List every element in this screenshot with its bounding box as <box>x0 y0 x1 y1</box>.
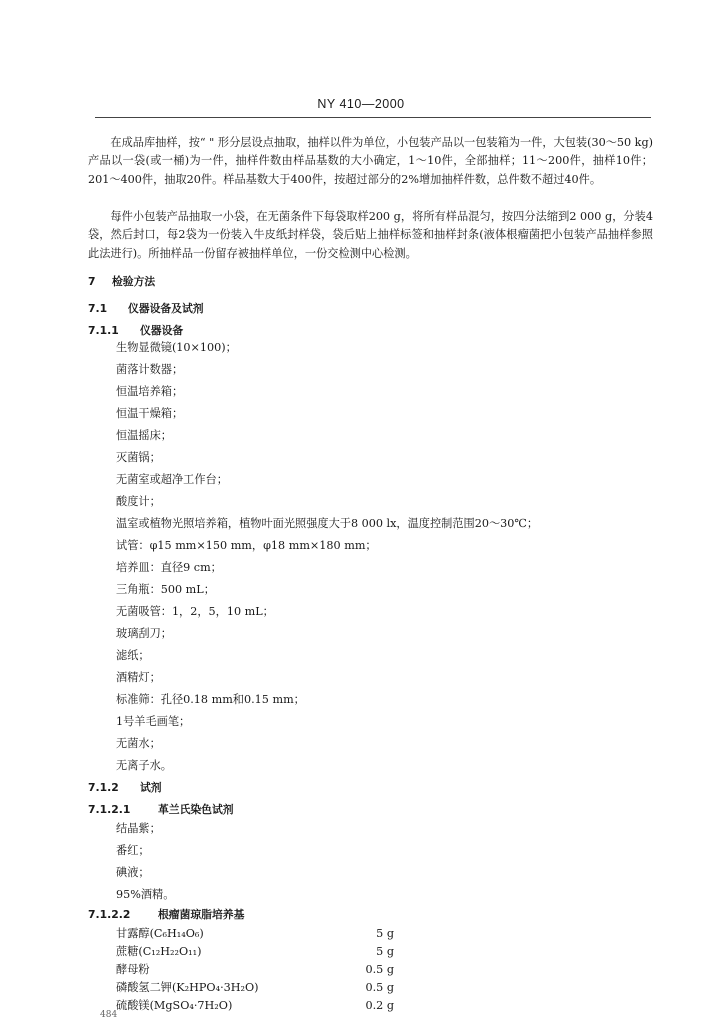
section-7-1-title: 仪器设备及试剂 <box>128 302 204 315</box>
medium-component: 蔗糖(C₁₂H₂₂O₁₁) <box>116 945 202 958</box>
gram-reagent-item: 结晶紫； <box>116 822 161 835</box>
section-7-1-2-2-title: 根瘤菌琼脂培养基 <box>158 908 245 921</box>
section-7-title: 检验方法 <box>112 275 156 288</box>
section-7-1-2-title: 试剂 <box>140 781 162 794</box>
section-7-number: 7 <box>88 275 96 288</box>
medium-quantity: 5 g <box>376 945 394 958</box>
equipment-item: 恒温干燥箱； <box>116 407 184 420</box>
equipment-item: 菌落计数器； <box>116 363 184 376</box>
equipment-item: 标准筛：孔径0.18 mm和0.15 mm； <box>116 693 305 706</box>
gram-reagent-item: 碘液； <box>116 866 150 879</box>
equipment-item: 温室或植物光照培养箱，植物叶面光照强度大于8 000 lx，温度控制范围20～30℃； <box>116 517 539 530</box>
medium-component: 酵母粉 <box>116 963 150 976</box>
medium-component: 甘露醇(C₆H₁₄O₆) <box>116 927 204 940</box>
medium-quantity: 0.5 g <box>365 981 394 994</box>
equipment-item: 无菌水； <box>116 737 161 750</box>
section-7-1-number: 7.1 <box>88 302 108 315</box>
standard-code-header: NY 410—2000 <box>317 97 405 111</box>
section-7-1-2-1-title: 革兰氏染色试剂 <box>158 803 234 816</box>
subsample-paragraph: 每件小包装产品抽取一小袋，在无菌条件下每袋取样200 g，将所有样品混匀，按四分法缩到2 000 g，分装4袋，然后封口，每2袋为一份装入牛皮纸封样袋，袋后贴上抽样标签和抽样封条(液体根瘤菌把小包装产品抽样参照此法进行)。所抽样品一份留存被抽样单位，一份交检测中心检测。 <box>88 210 653 260</box>
medium-component: 磷酸氢二钾(K₂HPO₄·3H₂O) <box>116 981 259 994</box>
equipment-item: 无菌室或超净工作台； <box>116 473 228 486</box>
equipment-item: 滤纸； <box>116 649 150 662</box>
equipment-item: 酸度计； <box>116 495 161 508</box>
medium-quantity: 5 g <box>376 927 394 940</box>
section-7-1-2-1-number: 7.1.2.1 <box>88 803 131 816</box>
medium-component: 硫酸镁(MgSO₄·7H₂O) <box>116 999 233 1012</box>
sampling-paragraph: 在成品库抽样，按“ " 形分层设点抽取，抽样以件为单位，小包装产品以一包装箱为一件，大包装(30～50 kg)产品以一袋(或一桶)为一件，抽样件数由样品基数的大小确定，1～10件，全部抽样；11～200件，抽样10件；201～400件，抽取20件。样品基数大于400件，按超过部分的2%增加抽样件数，总件数不超过40件。 <box>88 136 653 186</box>
medium-quantity: 0.5 g <box>365 963 394 976</box>
equipment-item: 培养皿：直径9 cm； <box>116 561 222 574</box>
equipment-item: 1号羊毛画笔； <box>116 715 191 728</box>
equipment-item: 无菌吸管：1，2，5，10 mL； <box>116 605 274 618</box>
equipment-item: 酒精灯； <box>116 671 161 684</box>
equipment-item: 生物显微镜(10×100)； <box>116 341 237 354</box>
section-7-1-1-title: 仪器设备 <box>140 324 184 337</box>
section-7-1-1-number: 7.1.1 <box>88 324 119 337</box>
equipment-item: 恒温摇床； <box>116 429 172 442</box>
gram-reagent-item: 番红； <box>116 844 150 857</box>
section-7-1-2-2-number: 7.1.2.2 <box>88 908 131 921</box>
equipment-item: 无离子水。 <box>116 759 172 772</box>
medium-quantity: 0.2 g <box>365 999 394 1012</box>
page-number: 484 <box>100 1010 118 1020</box>
equipment-item: 试管：φ15 mm×150 mm，φ18 mm×180 mm； <box>116 539 377 552</box>
header-rule <box>95 117 651 118</box>
equipment-item: 玻璃刮刀； <box>116 627 172 640</box>
equipment-item: 灭菌锅； <box>116 451 161 464</box>
section-7-1-2-number: 7.1.2 <box>88 781 119 794</box>
equipment-item: 三角瓶：500 mL； <box>116 583 215 596</box>
equipment-item: 恒温培养箱； <box>116 385 184 398</box>
gram-reagent-item: 95%酒精。 <box>116 888 175 901</box>
